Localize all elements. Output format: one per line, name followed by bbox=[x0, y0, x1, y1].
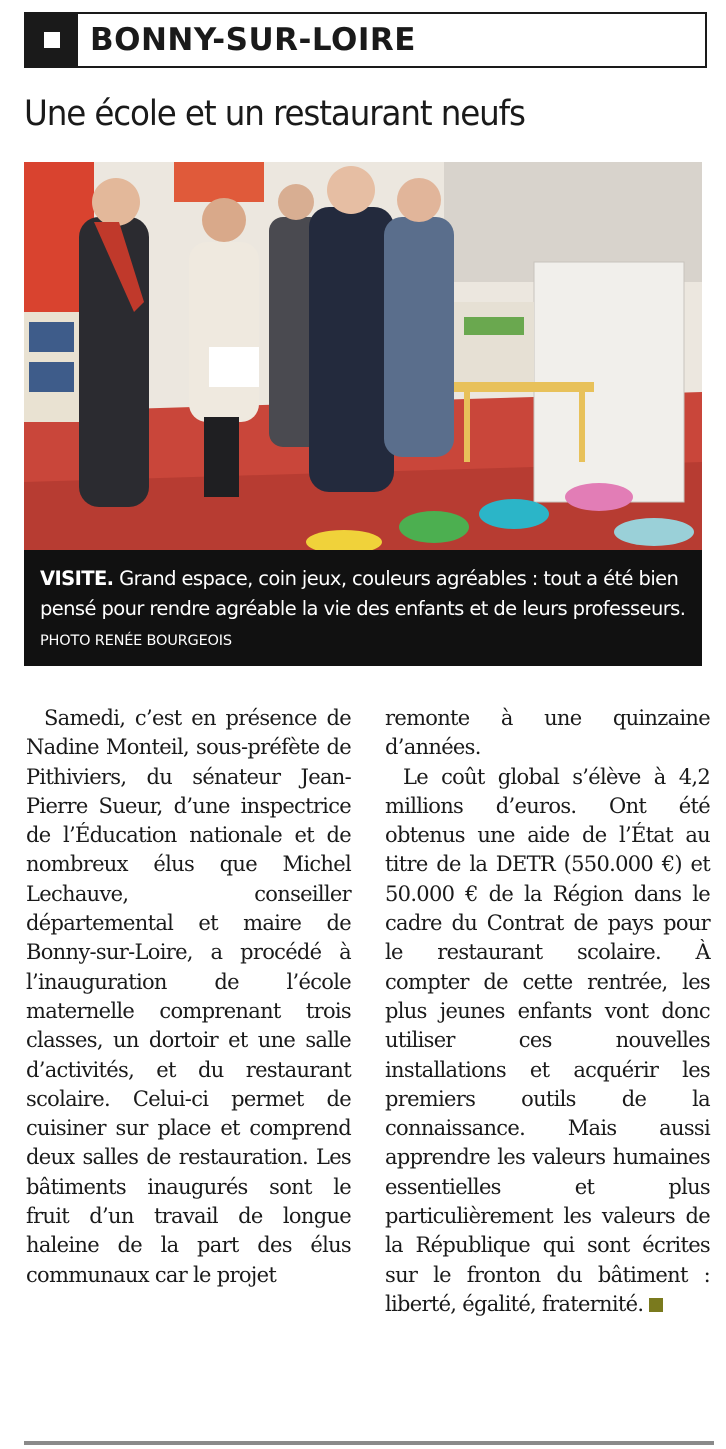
bottom-rule bbox=[24, 1441, 714, 1445]
article-paragraph-1: Samedi, c’est en présence de Nadine Monteil, sous-préfète de Pithiviers, du sénateur Jean-Pierre Sueur, d’une inspectrice de l’Éducation nationale et de nombreux élus que Michel Lechauve, conseiller départemental et maire de Bonny-sur-Loire, a procédé à l’inauguration de l’école maternelle comprenant trois classes, un dortoir et une salle d’activités, et du restaurant scolaire. Celui-ci permet de cuisiner sur place et comprend deux salles de restauration. Les bâtiments inaugurés sont le fruit d’un travail de longue haleine de la part des élus communaux car le projet bbox=[26, 706, 351, 1287]
caption-text: Grand espace, coin jeux, couleurs agréables : tout a été bien pensé pour rendre agréable la vie des enfants et de leurs professeurs. bbox=[40, 567, 686, 620]
rubric-square-icon bbox=[26, 14, 78, 66]
article-column-right bbox=[385, 704, 710, 1319]
article-headline: Une école et un restaurant neufs bbox=[24, 94, 525, 134]
caption-lead: VISITE. bbox=[40, 567, 114, 590]
article-column-left bbox=[26, 704, 351, 1290]
end-of-article-icon bbox=[649, 1298, 663, 1312]
photo-icon bbox=[24, 162, 702, 550]
section-rubric bbox=[24, 12, 707, 68]
photo-caption bbox=[24, 550, 702, 666]
article-paragraph-2 bbox=[385, 763, 710, 1320]
rubric-title: BONNY-SUR-LOIRE bbox=[90, 22, 416, 58]
article-photo bbox=[24, 162, 702, 550]
photo-credit: PHOTO RENÉE BOURGEOIS bbox=[40, 633, 232, 649]
article-paragraph-1-continued: remonte à une quinzaine d’années. bbox=[385, 706, 710, 760]
article-paragraph-2-text: Le coût global s’élève à 4,2 millions d’euros. Ont été obtenus une aide de l’État au titre de la DETR (550.000 €) et 50.000 € de la Région dans le cadre du Contrat de pays pour le restaurant scolaire. À compter de cette rentrée, les plus jeunes enfants vont donc utiliser ces nouvelles installations et acquérir les premiers outils de la connaissance. Mais aussi apprendre les valeurs humaines essentielles et plus particulièrement les valeurs de la République qui sont écrites sur le fronton du bâtiment : liberté, égalité, fraternité. bbox=[385, 764, 710, 1316]
